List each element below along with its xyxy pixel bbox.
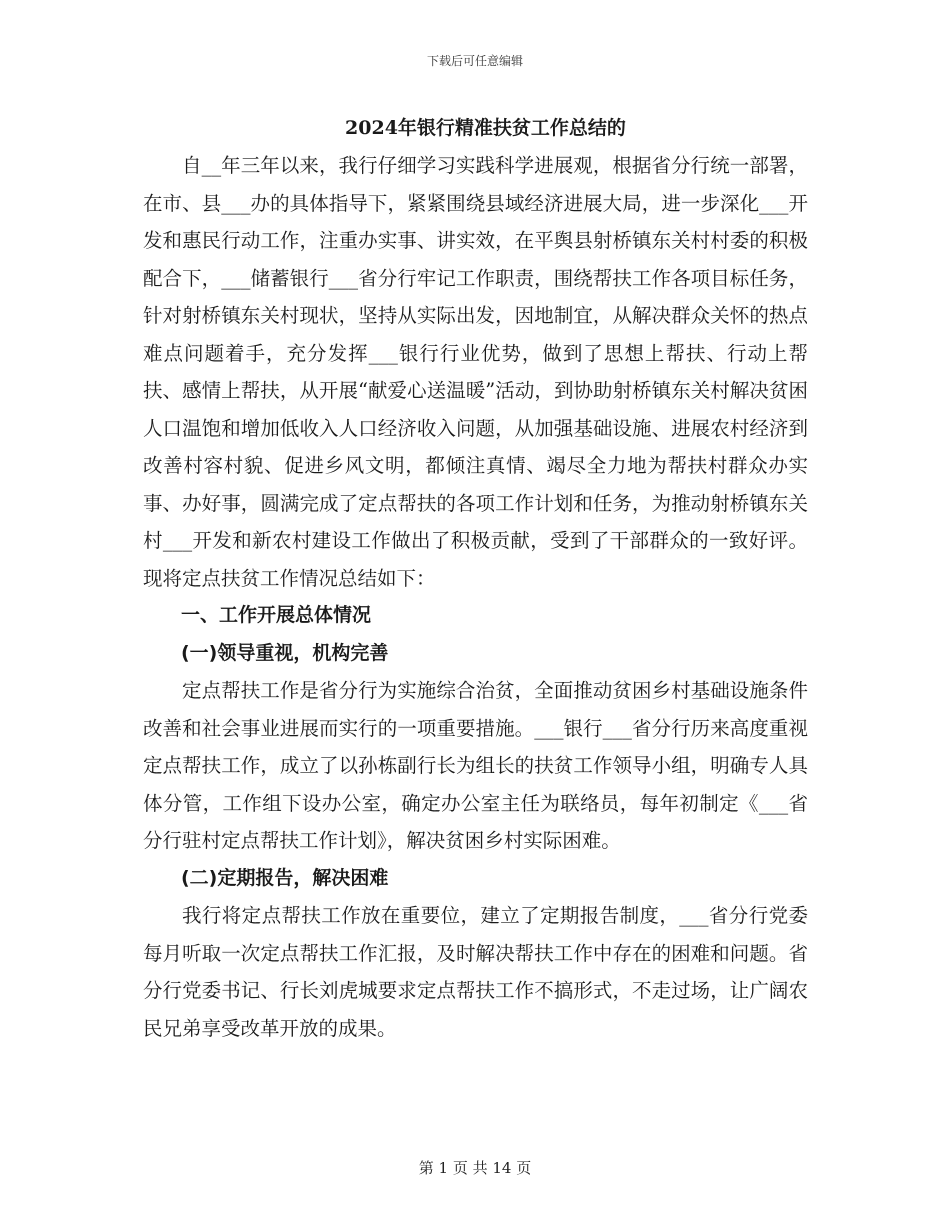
page-number: 第 1 页 共 14 页 xyxy=(418,1159,532,1177)
subsection-1-paragraph: 定点帮扶工作是省分行为实施综合治贫，全面推动贫困乡村基础设施条件改善和社会事业进展而实行的一项重要措施。___银行___省分行历来高度重视定点帮扶工作，成立了以孙栋副行长为组长的扶贫工作领导小组，明确专人具体分管，工作组下设办公室，确定办公室主任为联络员，每年初制定《___省分行驻村定点帮扶工作计划》，解决贫困乡村实际困难。 xyxy=(143,679,808,852)
section-heading-1: 一、工作开展总体情况 xyxy=(181,604,372,626)
intro-paragraph: 自__年三年以来，我行仔细学习实践科学进展观，根据省分行统一部署，在市、县___办的具体指导下，紧紧围绕县域经济进展大局，进一步深化___开发和惠民行动工作，注重办实事、讲实效，在平舆县射桥镇东关村村委的积极配合下，___储蓄银行___省分行牢记工作职责，围绕帮扶工作各项目标任务，针对射桥镇东关村现状，坚持从实际出发，因地制宜，从解决群众关怀的热点难点问题着手，充分发挥___银行行业优势，做到了思想上帮扶、行动上帮扶、感情上帮扶，从开展“献爱心送温暖”活动，到协助射桥镇东关村解决贫困人口温饱和增加低收入人口经济收入问题，从加强基础设施、进展农村经济到改善村容村貌、促进乡风文明，都倾注真情、竭尽全力地为帮扶村群众办实事、办好事，圆满完成了定点帮扶的各项工作计划和任务，为推动射桥镇东关村___开发和新农村建设工作做出了积极贡献，受到了干部群众的一致好评。现将定点扶贫工作情况总结如下： xyxy=(143,154,808,590)
document-title: 2024年银行精准扶贫工作总结的 xyxy=(345,117,626,139)
subsection-heading-1: (一)领导重视，机构完善 xyxy=(181,641,389,664)
document-body xyxy=(143,110,808,1047)
subsection-2-paragraph: 我行将定点帮扶工作放在重要位，建立了定期报告制度，___省分行党委每月听取一次定点帮扶工作汇报，及时解决帮扶工作中存在的困难和问题。省分行党委书记、行长刘虎城要求定点帮扶工作不搞形式，不走过场，让广阔农民兄弟享受改革开放的成果。 xyxy=(143,904,808,1040)
subsection-heading-2: (二)定期报告，解决困难 xyxy=(181,866,389,889)
header-note: 下载后可任意编辑 xyxy=(426,54,523,68)
